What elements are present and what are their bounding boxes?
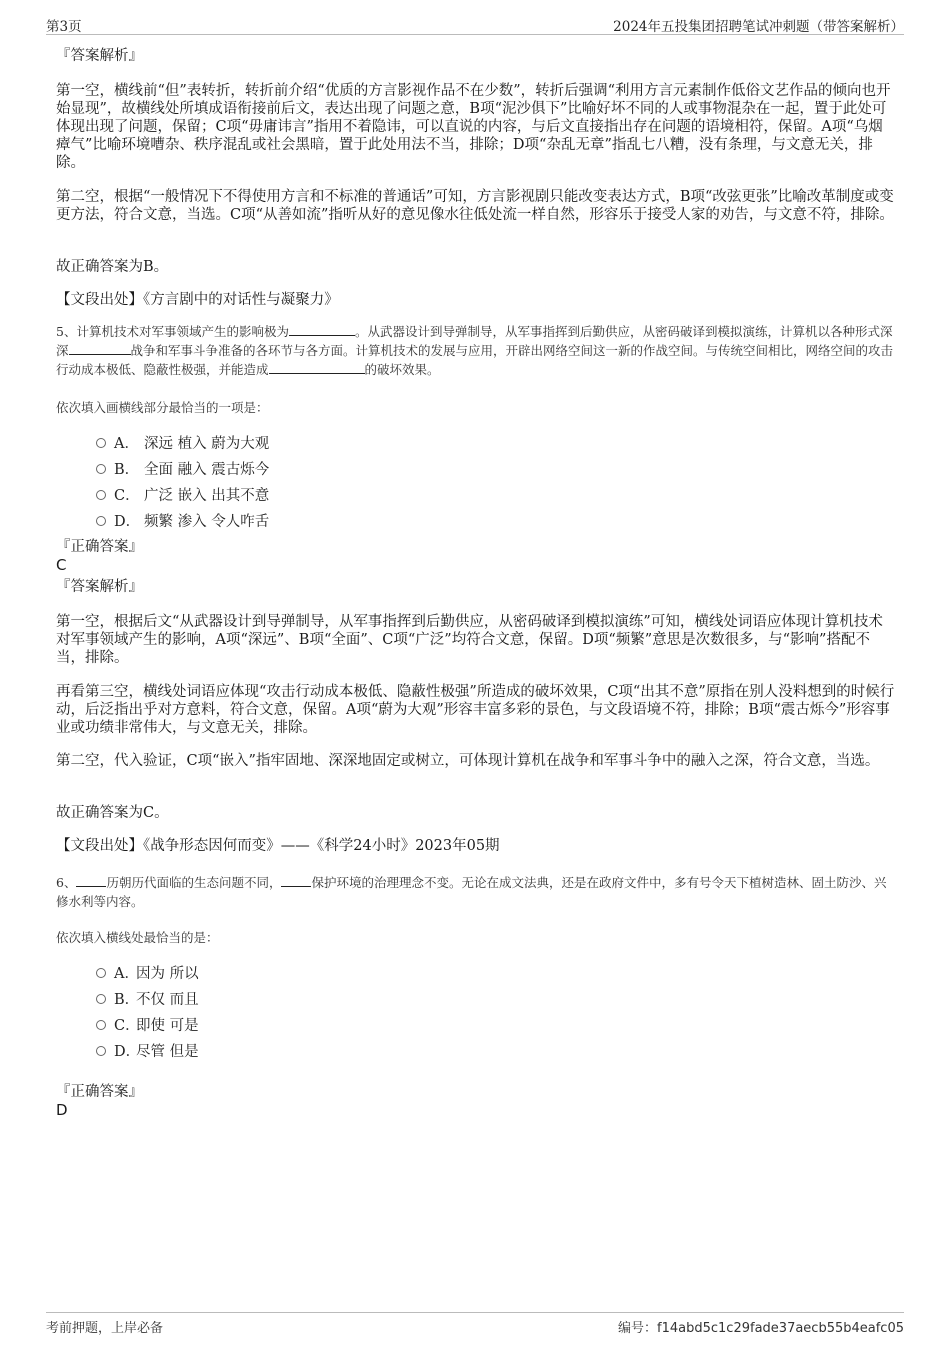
blank-3: [269, 361, 365, 374]
radio-icon[interactable]: [96, 490, 106, 500]
radio-icon[interactable]: [96, 464, 106, 474]
q4-analysis-paragraph-2: 第二空，根据“一般情况下不得使用方言和不标准的普通话”可知，方言影视剧只能改变表达方式，B项“改弦更张”比喻改革制度或变更方法，符合文意，当选。C项“从善如流”指听从好的意见像水往低处流一样自然，形容乐于接受人家的劝告，与文意不符，排除。: [56, 189, 894, 223]
document-code: 编号：f14abd5c1c29fade37aecb55b4eafc05: [618, 1321, 904, 1336]
q5-option-c[interactable]: C． 广泛 嵌入 出其不意: [96, 484, 269, 504]
q5-option-d[interactable]: D． 频繁 渗入 令人咋舌: [96, 510, 269, 530]
source-label: 【文段出处】: [56, 838, 143, 854]
q5-prompt: 依次填入画横线部分最恰当的一项是：: [56, 400, 269, 415]
q5-analysis-paragraph-3: 第二空，代入验证，C项“嵌入”指牢固地、深深地固定或树立，可体现计算机在战争和军事斗争中的融入之深，符合文意，当选。: [56, 753, 880, 769]
blank-2: [281, 874, 311, 887]
q5-stem: 5、计算机技术对军事领域产生的影响极为 。从武器设计到导弹制导，从军事指挥到后勤供应，从密码破译到模拟演练，计算机以各种形式深深 战争和军事斗争准备的各环节与各方面。计算机技术的发展与应用，开辟出网络空间这一新的作战空间。与传统空间相比，网络空间的攻击行动成本极低、隐蔽性极强，并能造成 的破坏效果。: [56, 324, 894, 377]
q5-analysis-paragraph-2: 再看第三空，横线处词语应体现“攻击行动成本极低、隐蔽性极强”所造成的破坏效果，C项“出其不意”原指在别人没料想到的时候行动，后泛指出乎对方意料，符合文意，保留。A项“蔚为大观”形容丰富多彩的景色，与文段语境不符，排除；B项“震古烁今”形容事业或功绩非常伟大，与文意无关，排除。: [56, 684, 895, 736]
q5-option-b[interactable]: B． 全面 融入 震古烁今: [96, 458, 269, 478]
q6-option-b[interactable]: B．不仅 而且: [96, 988, 199, 1008]
radio-icon[interactable]: [96, 968, 106, 978]
q6-prompt: 依次填入横线处最恰当的是：: [56, 930, 219, 945]
q5-correct-answer: C: [56, 556, 67, 574]
blank-2: [69, 342, 131, 355]
page-footer: [46, 1312, 904, 1337]
q6-correct-answer-label: 『正确答案』: [56, 1084, 143, 1100]
q5-analysis-label: 『答案解析』: [56, 579, 143, 595]
radio-icon[interactable]: [96, 438, 106, 448]
page-header: [46, 14, 904, 35]
radio-icon[interactable]: [96, 1046, 106, 1056]
q4-analysis-label: 『答案解析』: [56, 48, 143, 64]
document-title: 2024年五投集团招聘笔试冲刺题（带答案解析）: [613, 19, 904, 35]
q6-option-d[interactable]: D．尽管 但是: [96, 1040, 199, 1060]
radio-icon[interactable]: [96, 994, 106, 1004]
blank-1: [76, 874, 106, 887]
source-label: 【文段出处】: [56, 292, 143, 308]
q4-source: [56, 291, 896, 309]
footer-slogan: 考前押题，上岸必备: [46, 1321, 164, 1336]
q6-option-a[interactable]: A．因为 所以: [96, 962, 199, 982]
source-text: 《战争形态因何而变》——《科学24小时》2023年05期: [143, 838, 500, 854]
q5-analysis-paragraph-1: 第一空，根据后文“从武器设计到导弹制导，从军事指挥到后勤供应，从密码破译到模拟演练”可知，横线处词语应体现计算机技术对军事领域产生的影响，A项“深远”、B项“全面”、C项“广泛”均符合文意，保留。D项“频繁”意思是次数很多，与“影响”搭配不当，排除。: [56, 614, 883, 666]
radio-icon[interactable]: [96, 516, 106, 526]
q5-correct-answer-label: 『正确答案』: [56, 539, 143, 555]
q6-correct-answer: D: [56, 1101, 68, 1119]
q5-source: [56, 837, 896, 855]
q5-option-a[interactable]: A． 深远 植入 蔚为大观: [96, 432, 269, 452]
page-number: 第3页: [46, 19, 82, 35]
q5-conclusion: 故正确答案为C。: [56, 805, 169, 821]
source-text: 《方言剧中的对话性与凝聚力》: [143, 292, 339, 308]
q4-conclusion: 故正确答案为B。: [56, 259, 169, 275]
radio-icon[interactable]: [96, 1020, 106, 1030]
blank-1: [289, 323, 355, 336]
q6-option-c[interactable]: C．即使 可是: [96, 1014, 199, 1034]
q4-analysis-paragraph-1: 第一空，横线前“但”表转折，转折前介绍“优质的方言影视作品不在少数”，转折后强调“利用方言元素制作低俗文艺作品的倾向也开始显现”，故横线处所填成语衔接前后文，表达出现了问题之意，B项“泥沙俱下”比喻好坏不同的人或事物混杂在一起，置于此处可体现出现了问题，保留；C项“毋庸讳言”指用不着隐讳，可以直说的内容，与后文直接指出存在问题的语境相符，保留。A项“乌烟瘴气”比喻环境嘈杂、秩序混乱或社会黑暗，置于此处用法不当，排除；D项“杂乱无章”指乱七八糟，没有条理，与文意无关，排除。: [56, 83, 891, 171]
q6-stem: 6、 历朝历代面临的生态问题不同， 保护环境的治理理念不变。无论在成文法典，还是在政府文件中，多有号令天下植树造林、固土防沙、兴修水利等内容。: [56, 875, 887, 909]
